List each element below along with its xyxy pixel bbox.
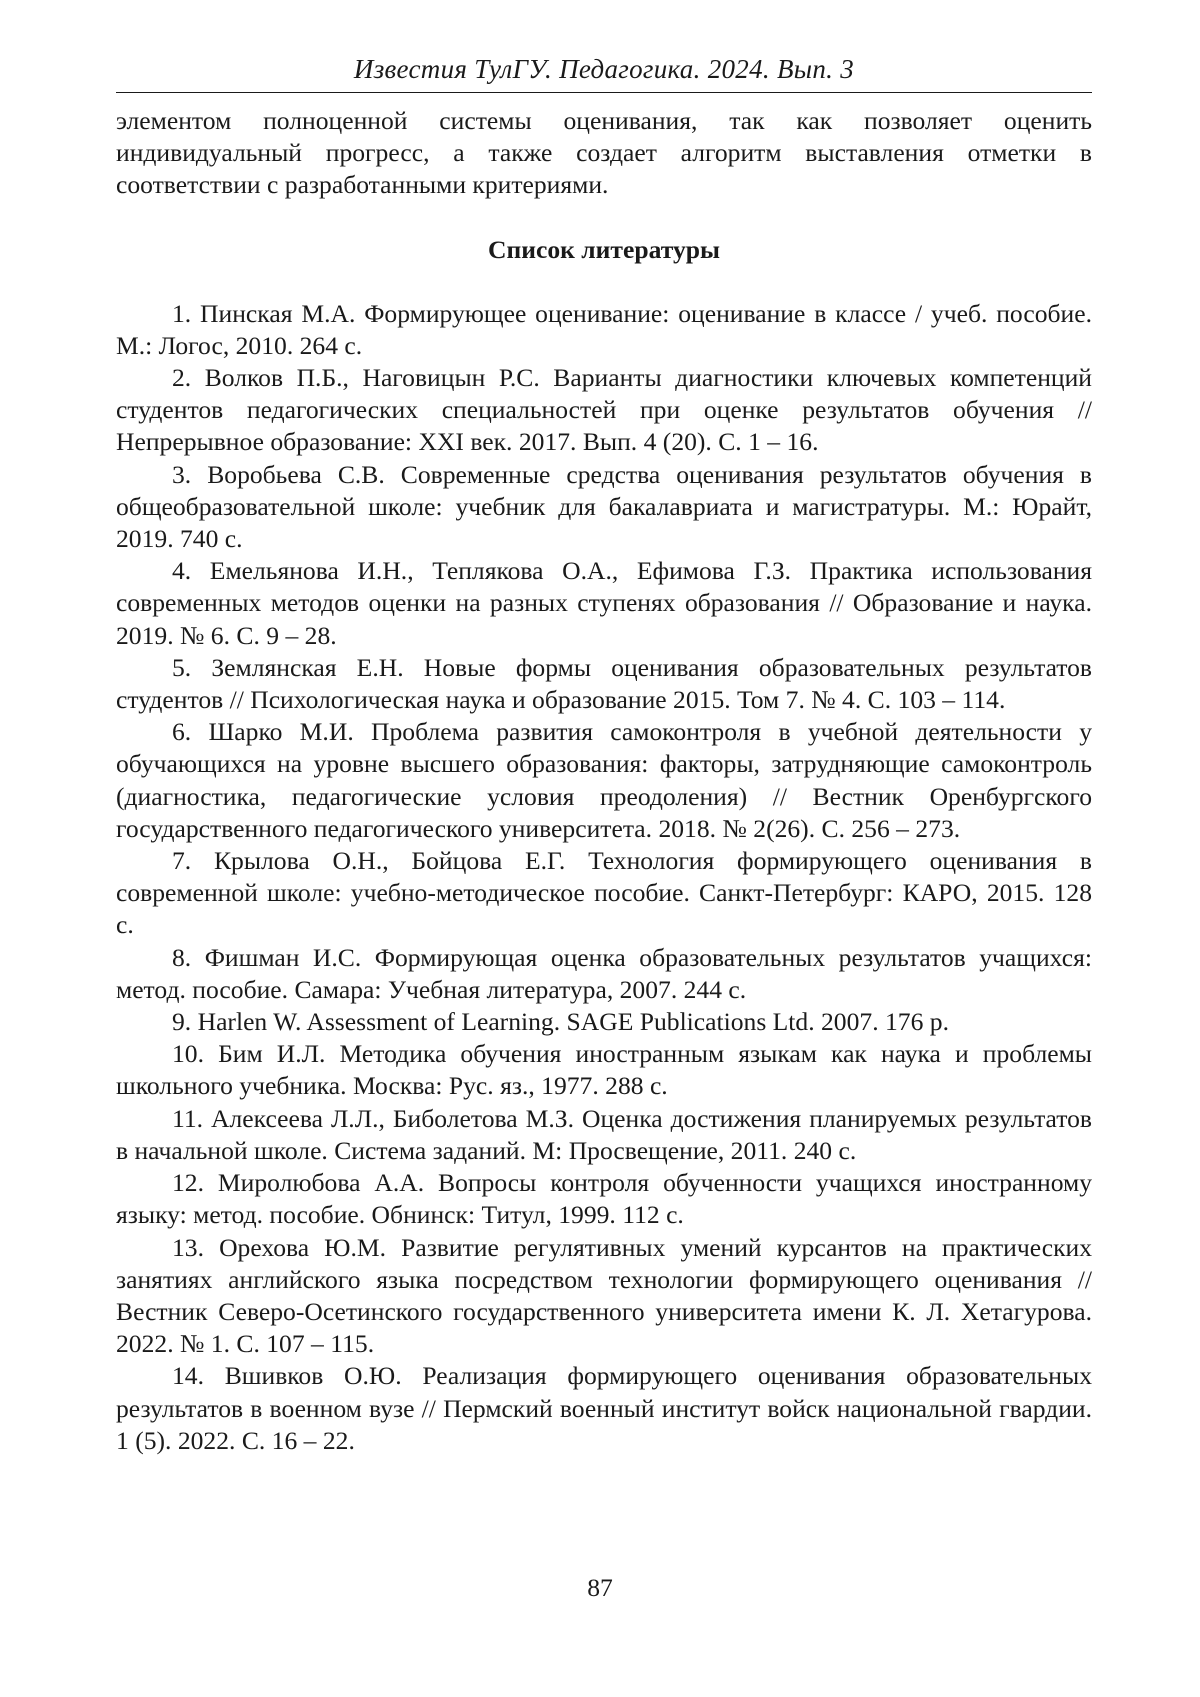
reference-item: 14. Вшивков О.Ю. Реализация формирующего оценивания образовательных результатов в военном вузе // Пермский военный институт войск национальной гвардии. 1 (5). 2022. С. 16 – 22. [116,1361,1092,1455]
reference-item: 2. Волков П.Б., Наговицын Р.С. Варианты диагностики ключевых компетенций студентов педагогических специальностей при оценке результатов обучения // Непрерывное образование: XXI век. 2017. Вып. 4 (20). С. 1 – 16. [116,363,1092,457]
reference-item: 5. Землянская Е.Н. Новые формы оценивания образовательных результатов студентов // Психологическая наука и образование 2015. Том 7. № 4. С. 103 – 114. [116,652,1092,715]
page-number: 87 [587,1573,613,1602]
reference-item: 6. Шарко М.И. Проблема развития самоконтроля в учебной деятельности у обучающихся на уровне высшего образования: факторы, затрудняющие самоконтроль (диагностика, педагогические условия преодоления) // Вестник Оренбургского государственного педагогического университета. 2018. № 2(26). С. 256 – 273. [116,717,1092,843]
reference-item: 4. Емельянова И.Н., Теплякова О.А., Ефимова Г.З. Практика использования современных методов оценки на разных ступенях образования // Образование и наука. 2019. № 6. С. 9 – 28. [116,556,1092,650]
reference-item: 8. Фишман И.С. Формирующая оценка образовательных результатов учащихся: метод. пособие. Самара: Учебная литература, 2007. 244 с. [116,942,1092,1004]
reference-item: 9. Harlen W. Assessment of Learning. SAGE Publications Ltd. 2007. 176 p. [172,1007,949,1037]
reference-item: 10. Бим И.Л. Методика обучения иностранным языкам как наука и проблемы школьного учебника. Москва: Рус. яз., 1977. 288 с. [116,1039,1092,1101]
reference-item: 13. Орехова Ю.М. Развитие регулятивных умений курсантов на практических занятиях английского языка посредством технологии формирующего оценивания // Вестник Северо-Осетинского государственного университета имени К. Л. Хетагурова. 2022. № 1. С. 107 – 115. [116,1232,1092,1359]
running-header: Известия ТулГУ. Педагогика. 2024. Вып. 3 [116,52,1092,93]
document-page [116,52,1092,1457]
reference-item: 11. Алексеева Л.Л., Биболетова М.З. Оценка достижения планируемых результатов в начальной школе. Система заданий. М: Просвещение, 2011. 240 с. [116,1103,1092,1165]
reference-item: 7. Крылова О.Н., Бойцова Е.Г. Технология формирующего оценивания в современной школе: учебно-методическое пособие. Санкт-Петербург: КАРО, 2015. 128 с. [116,846,1092,940]
references-title: Список литературы [488,234,720,264]
intro-paragraph: элементом полноценной системы оценивания, так как позволяет оценить индивидуальный прогресс, а также создает алгоритм выставления отметки в соответствии с разработанными критериями. [116,106,1092,200]
reference-item: 3. Воробьева С.В. Современные средства оценивания результатов обучения в общеобразовательной школе: учебник для бакалавриата и магистратуры. М.: Юрайт, 2019. 740 с. [116,459,1092,554]
reference-item: 12. Миролюбова А.А. Вопросы контроля обученности учащихся иностранному языку: метод. пособие. Обнинск: Титул, 1999. 112 с. [116,1168,1092,1230]
reference-list [116,298,1092,1457]
reference-item: 1. Пинская М.А. Формирующее оценивание: оценивание в классе / учеб. пособие. М.: Логос, 2010. 264 с. [116,298,1092,360]
